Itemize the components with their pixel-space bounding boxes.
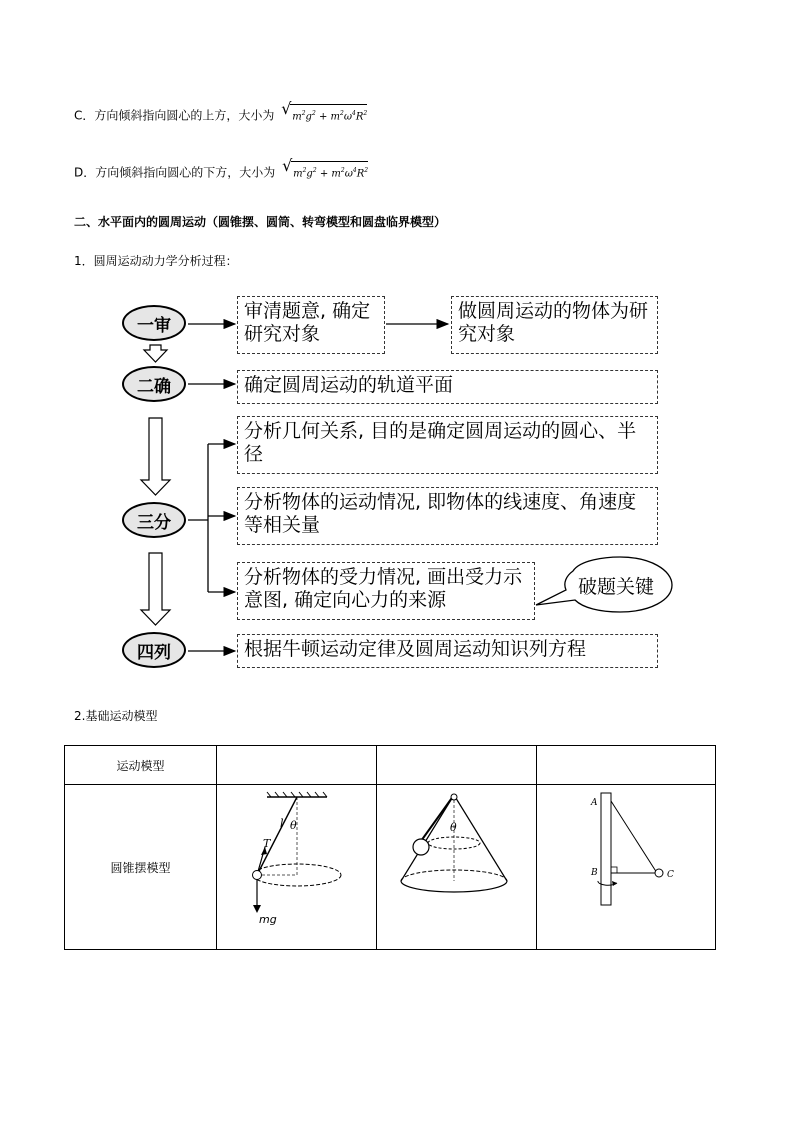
section-heading: 二、水平面内的圆周运动（圆锥摆、圆筒、转弯模型和圆盘临界模型） [74, 215, 447, 229]
box-fen-3: 分析物体的受力情况, 画出受力示意图, 确定向心力的来源 [237, 562, 535, 620]
callout-text: 破题关键 [578, 576, 655, 598]
option-c-text: 方向倾斜指向圆心的上方，大小为 [94, 108, 275, 123]
radical-icon: √ [281, 99, 292, 118]
box-fen-1: 分析几何关系, 目的是确定圆周运动的圆心、半径 [237, 416, 658, 474]
option-d-label: D． [74, 165, 96, 180]
figure-cell-cone [377, 785, 537, 950]
figure-cell-pendulum [217, 785, 377, 950]
option-d-text: 方向倾斜指向圆心的下方，大小为 [95, 165, 276, 180]
models-table [64, 745, 716, 950]
box-fen-2: 分析物体的运动情况, 即物体的线速度、角速度等相关量 [237, 487, 658, 545]
down-arrow-icon [141, 553, 170, 625]
cone-figure [377, 785, 536, 946]
option-c-label: C． [74, 108, 95, 123]
radical-icon: √ [282, 156, 293, 175]
step-fen: 三分 [122, 502, 186, 538]
box-shen-1: 审清题意, 确定研究对象 [237, 296, 385, 354]
down-arrow-icon [144, 345, 167, 362]
svg-text:A: A [591, 798, 598, 808]
box-que: 确定圆周运动的轨道平面 [237, 370, 658, 404]
subsection-2-title: 2.基础运动模型 [74, 709, 158, 723]
step-shen: 一审 [122, 305, 186, 341]
row-label-conical: 圆锥摆模型 [65, 785, 217, 950]
figure-cell-pole [537, 785, 716, 950]
svg-text:T: T [263, 837, 271, 850]
option-c-formula: √ $m^2g^2 + m^2\omega^4R^2$ [281, 99, 368, 123]
step-lie: 四列 [122, 632, 186, 668]
option-d-formula: √ $m^2g^2 + m^2\omega^4R^2$ [282, 156, 369, 180]
table-header-cell: 运动模型 [65, 746, 217, 785]
conical-pendulum-figure [217, 785, 376, 946]
svg-text:θ: θ [450, 821, 457, 834]
down-arrow-icon [141, 418, 170, 495]
subsection-1-title: 1．圆周运动动力学分析过程： [74, 254, 238, 268]
pole-figure [537, 785, 715, 946]
svg-text:B: B [591, 868, 598, 878]
box-shen-2: 做圆周运动的物体为研究对象 [451, 296, 658, 354]
svg-text:mg: mg [259, 913, 277, 926]
svg-text:l: l [280, 817, 284, 830]
box-lie: 根据牛顿运动定律及圆周运动知识列方程 [237, 634, 658, 668]
step-que: 二确 [122, 366, 186, 402]
svg-text:θ: θ [290, 819, 297, 832]
svg-text:C: C [667, 870, 674, 880]
